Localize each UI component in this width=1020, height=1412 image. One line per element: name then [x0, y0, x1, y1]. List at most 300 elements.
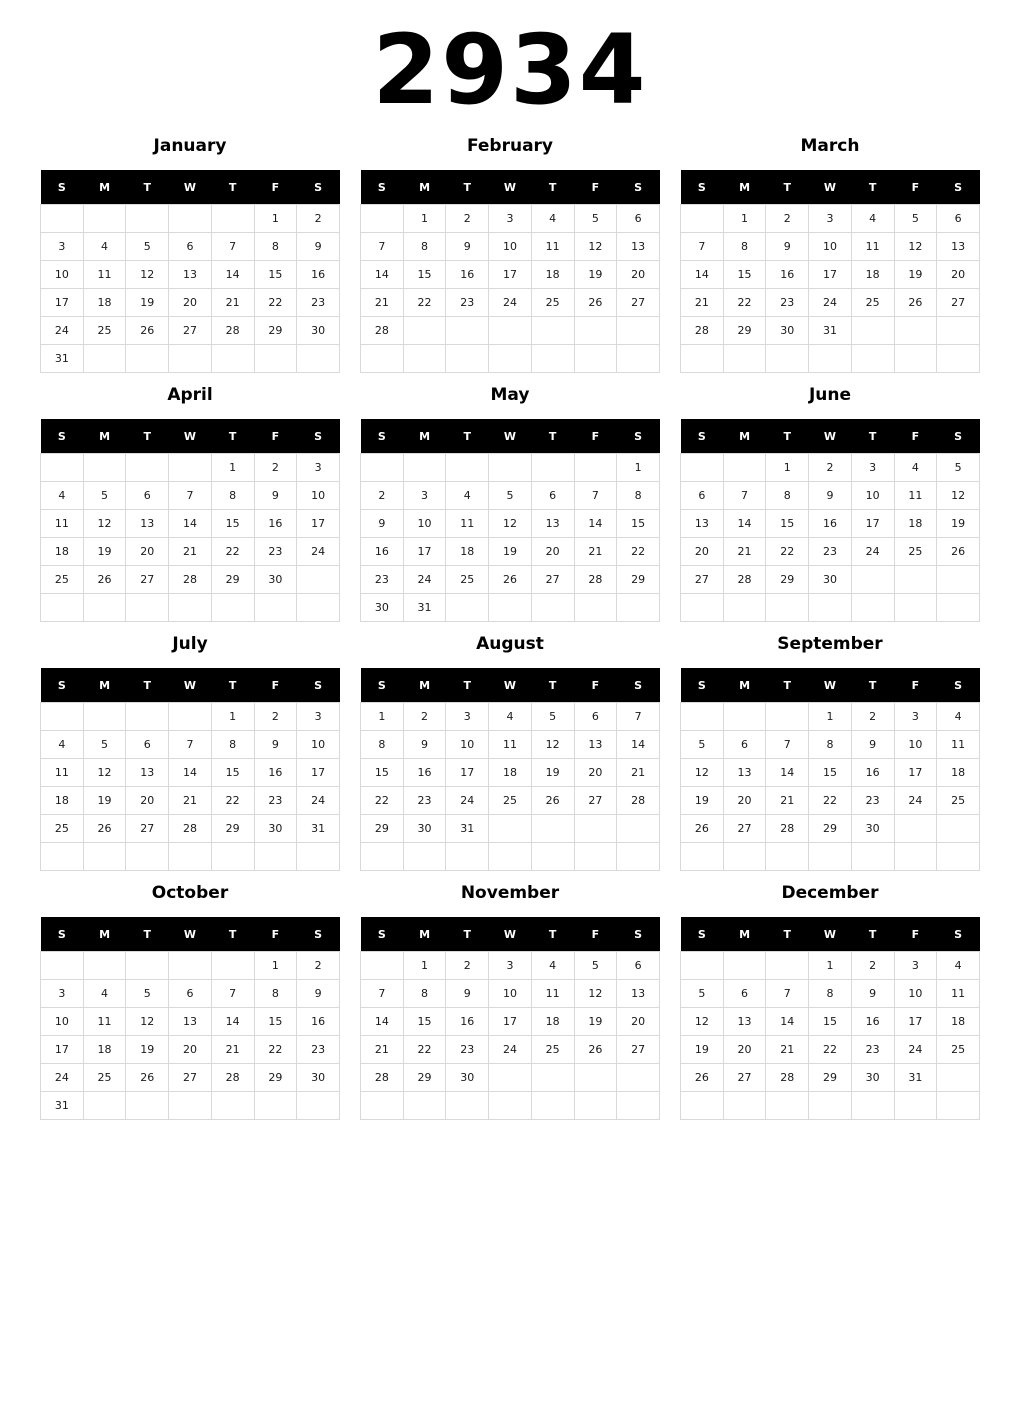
day-cell[interactable]: 5: [574, 952, 617, 980]
day-cell[interactable]: 6: [681, 482, 724, 510]
day-cell[interactable]: 28: [766, 815, 809, 843]
day-cell[interactable]: 9: [297, 233, 340, 261]
day-cell[interactable]: 24: [894, 1036, 937, 1064]
day-cell[interactable]: 22: [809, 787, 852, 815]
day-cell[interactable]: 11: [489, 731, 532, 759]
day-cell[interactable]: 16: [446, 261, 489, 289]
day-cell[interactable]: 29: [211, 815, 254, 843]
day-cell[interactable]: 27: [574, 787, 617, 815]
day-cell[interactable]: 26: [83, 566, 126, 594]
day-cell[interactable]: 7: [169, 731, 212, 759]
day-cell[interactable]: 27: [723, 815, 766, 843]
day-cell[interactable]: 12: [126, 1008, 169, 1036]
day-cell[interactable]: 28: [617, 787, 660, 815]
day-cell[interactable]: 10: [41, 1008, 84, 1036]
day-cell[interactable]: 8: [211, 731, 254, 759]
day-cell[interactable]: 21: [617, 759, 660, 787]
day-cell[interactable]: 8: [723, 233, 766, 261]
day-cell[interactable]: 21: [723, 538, 766, 566]
day-cell[interactable]: 4: [83, 233, 126, 261]
day-cell[interactable]: 16: [809, 510, 852, 538]
day-cell[interactable]: 3: [894, 952, 937, 980]
day-cell[interactable]: 11: [531, 233, 574, 261]
day-cell[interactable]: 15: [617, 510, 660, 538]
day-cell[interactable]: 20: [617, 261, 660, 289]
day-cell[interactable]: 29: [809, 815, 852, 843]
day-cell[interactable]: 13: [937, 233, 980, 261]
day-cell[interactable]: 3: [851, 454, 894, 482]
day-cell[interactable]: 21: [681, 289, 724, 317]
day-cell[interactable]: 19: [681, 787, 724, 815]
day-cell[interactable]: 14: [617, 731, 660, 759]
day-cell[interactable]: 2: [446, 952, 489, 980]
day-cell[interactable]: 17: [41, 1036, 84, 1064]
day-cell[interactable]: 12: [681, 759, 724, 787]
day-cell[interactable]: 3: [297, 703, 340, 731]
day-cell[interactable]: 7: [574, 482, 617, 510]
day-cell[interactable]: 14: [169, 510, 212, 538]
day-cell[interactable]: 2: [809, 454, 852, 482]
day-cell[interactable]: 21: [574, 538, 617, 566]
day-cell[interactable]: 20: [617, 1008, 660, 1036]
day-cell[interactable]: 14: [211, 261, 254, 289]
day-cell[interactable]: 2: [297, 205, 340, 233]
day-cell[interactable]: 28: [169, 566, 212, 594]
day-cell[interactable]: 31: [894, 1064, 937, 1092]
day-cell[interactable]: 2: [766, 205, 809, 233]
day-cell[interactable]: 29: [766, 566, 809, 594]
day-cell[interactable]: 9: [297, 980, 340, 1008]
day-cell[interactable]: 3: [809, 205, 852, 233]
day-cell[interactable]: 15: [403, 261, 446, 289]
day-cell[interactable]: 26: [681, 815, 724, 843]
day-cell[interactable]: 6: [531, 482, 574, 510]
day-cell[interactable]: 27: [169, 317, 212, 345]
day-cell[interactable]: 19: [681, 1036, 724, 1064]
day-cell[interactable]: 14: [766, 759, 809, 787]
day-cell[interactable]: 17: [403, 538, 446, 566]
day-cell[interactable]: 25: [83, 1064, 126, 1092]
day-cell[interactable]: 6: [937, 205, 980, 233]
day-cell[interactable]: 27: [169, 1064, 212, 1092]
day-cell[interactable]: 29: [361, 815, 404, 843]
day-cell[interactable]: 23: [403, 787, 446, 815]
day-cell[interactable]: 10: [809, 233, 852, 261]
day-cell[interactable]: 26: [574, 289, 617, 317]
day-cell[interactable]: 14: [361, 1008, 404, 1036]
day-cell[interactable]: 19: [894, 261, 937, 289]
day-cell[interactable]: 21: [169, 787, 212, 815]
day-cell[interactable]: 30: [254, 566, 297, 594]
day-cell[interactable]: 9: [254, 731, 297, 759]
day-cell[interactable]: 24: [489, 289, 532, 317]
day-cell[interactable]: 8: [766, 482, 809, 510]
day-cell[interactable]: 11: [41, 510, 84, 538]
day-cell[interactable]: 1: [211, 703, 254, 731]
day-cell[interactable]: 27: [937, 289, 980, 317]
day-cell[interactable]: 21: [169, 538, 212, 566]
day-cell[interactable]: 19: [126, 289, 169, 317]
day-cell[interactable]: 18: [894, 510, 937, 538]
day-cell[interactable]: 23: [446, 289, 489, 317]
day-cell[interactable]: 26: [126, 317, 169, 345]
day-cell[interactable]: 4: [489, 703, 532, 731]
day-cell[interactable]: 1: [403, 205, 446, 233]
day-cell[interactable]: 10: [403, 510, 446, 538]
day-cell[interactable]: 17: [41, 289, 84, 317]
day-cell[interactable]: 4: [83, 980, 126, 1008]
day-cell[interactable]: 27: [617, 1036, 660, 1064]
day-cell[interactable]: 18: [531, 261, 574, 289]
day-cell[interactable]: 1: [723, 205, 766, 233]
day-cell[interactable]: 30: [446, 1064, 489, 1092]
day-cell[interactable]: 28: [766, 1064, 809, 1092]
day-cell[interactable]: 4: [41, 731, 84, 759]
day-cell[interactable]: 27: [723, 1064, 766, 1092]
day-cell[interactable]: 23: [766, 289, 809, 317]
day-cell[interactable]: 11: [937, 980, 980, 1008]
day-cell[interactable]: 8: [254, 980, 297, 1008]
day-cell[interactable]: 6: [169, 233, 212, 261]
day-cell[interactable]: 3: [489, 205, 532, 233]
day-cell[interactable]: 27: [126, 815, 169, 843]
day-cell[interactable]: 28: [723, 566, 766, 594]
day-cell[interactable]: 19: [574, 261, 617, 289]
day-cell[interactable]: 8: [403, 233, 446, 261]
day-cell[interactable]: 16: [851, 759, 894, 787]
day-cell[interactable]: 17: [894, 1008, 937, 1036]
day-cell[interactable]: 20: [723, 1036, 766, 1064]
day-cell[interactable]: 9: [446, 980, 489, 1008]
day-cell[interactable]: 8: [403, 980, 446, 1008]
day-cell[interactable]: 19: [83, 787, 126, 815]
day-cell[interactable]: 26: [83, 815, 126, 843]
day-cell[interactable]: 26: [681, 1064, 724, 1092]
day-cell[interactable]: 2: [254, 454, 297, 482]
day-cell[interactable]: 29: [403, 1064, 446, 1092]
day-cell[interactable]: 6: [617, 205, 660, 233]
day-cell[interactable]: 25: [489, 787, 532, 815]
day-cell[interactable]: 10: [41, 261, 84, 289]
day-cell[interactable]: 12: [894, 233, 937, 261]
day-cell[interactable]: 26: [126, 1064, 169, 1092]
day-cell[interactable]: 11: [446, 510, 489, 538]
day-cell[interactable]: 24: [851, 538, 894, 566]
day-cell[interactable]: 19: [126, 1036, 169, 1064]
day-cell[interactable]: 15: [254, 1008, 297, 1036]
day-cell[interactable]: 23: [361, 566, 404, 594]
day-cell[interactable]: 13: [169, 261, 212, 289]
day-cell[interactable]: 11: [83, 261, 126, 289]
day-cell[interactable]: 30: [254, 815, 297, 843]
day-cell[interactable]: 24: [403, 566, 446, 594]
day-cell[interactable]: 19: [83, 538, 126, 566]
day-cell[interactable]: 16: [361, 538, 404, 566]
day-cell[interactable]: 13: [169, 1008, 212, 1036]
day-cell[interactable]: 25: [937, 1036, 980, 1064]
day-cell[interactable]: 4: [937, 703, 980, 731]
day-cell[interactable]: 30: [851, 815, 894, 843]
day-cell[interactable]: 29: [254, 317, 297, 345]
day-cell[interactable]: 13: [617, 980, 660, 1008]
day-cell[interactable]: 17: [297, 510, 340, 538]
day-cell[interactable]: 25: [41, 566, 84, 594]
day-cell[interactable]: 26: [489, 566, 532, 594]
day-cell[interactable]: 16: [446, 1008, 489, 1036]
day-cell[interactable]: 18: [83, 289, 126, 317]
day-cell[interactable]: 6: [126, 482, 169, 510]
day-cell[interactable]: 22: [809, 1036, 852, 1064]
day-cell[interactable]: 22: [723, 289, 766, 317]
day-cell[interactable]: 18: [937, 1008, 980, 1036]
day-cell[interactable]: 25: [894, 538, 937, 566]
day-cell[interactable]: 27: [617, 289, 660, 317]
day-cell[interactable]: 31: [41, 1092, 84, 1120]
day-cell[interactable]: 21: [211, 1036, 254, 1064]
day-cell[interactable]: 1: [809, 952, 852, 980]
day-cell[interactable]: 18: [937, 759, 980, 787]
day-cell[interactable]: 29: [254, 1064, 297, 1092]
day-cell[interactable]: 25: [41, 815, 84, 843]
day-cell[interactable]: 15: [211, 510, 254, 538]
day-cell[interactable]: 6: [574, 703, 617, 731]
day-cell[interactable]: 24: [894, 787, 937, 815]
day-cell[interactable]: 7: [211, 233, 254, 261]
day-cell[interactable]: 9: [361, 510, 404, 538]
day-cell[interactable]: 7: [617, 703, 660, 731]
day-cell[interactable]: 12: [83, 759, 126, 787]
day-cell[interactable]: 20: [531, 538, 574, 566]
day-cell[interactable]: 12: [574, 233, 617, 261]
day-cell[interactable]: 4: [937, 952, 980, 980]
day-cell[interactable]: 5: [126, 980, 169, 1008]
day-cell[interactable]: 25: [531, 1036, 574, 1064]
day-cell[interactable]: 28: [169, 815, 212, 843]
day-cell[interactable]: 21: [361, 289, 404, 317]
day-cell[interactable]: 5: [681, 980, 724, 1008]
day-cell[interactable]: 24: [41, 317, 84, 345]
day-cell[interactable]: 31: [403, 594, 446, 622]
day-cell[interactable]: 16: [851, 1008, 894, 1036]
day-cell[interactable]: 23: [851, 787, 894, 815]
day-cell[interactable]: 9: [254, 482, 297, 510]
day-cell[interactable]: 1: [254, 952, 297, 980]
day-cell[interactable]: 5: [489, 482, 532, 510]
day-cell[interactable]: 9: [446, 233, 489, 261]
day-cell[interactable]: 1: [617, 454, 660, 482]
day-cell[interactable]: 16: [297, 1008, 340, 1036]
day-cell[interactable]: 7: [361, 233, 404, 261]
day-cell[interactable]: 22: [617, 538, 660, 566]
day-cell[interactable]: 27: [531, 566, 574, 594]
day-cell[interactable]: 5: [937, 454, 980, 482]
day-cell[interactable]: 25: [851, 289, 894, 317]
day-cell[interactable]: 8: [361, 731, 404, 759]
day-cell[interactable]: 31: [297, 815, 340, 843]
day-cell[interactable]: 6: [126, 731, 169, 759]
day-cell[interactable]: 7: [766, 980, 809, 1008]
day-cell[interactable]: 30: [297, 317, 340, 345]
day-cell[interactable]: 3: [41, 233, 84, 261]
day-cell[interactable]: 2: [403, 703, 446, 731]
day-cell[interactable]: 16: [254, 510, 297, 538]
day-cell[interactable]: 29: [723, 317, 766, 345]
day-cell[interactable]: 7: [211, 980, 254, 1008]
day-cell[interactable]: 21: [211, 289, 254, 317]
day-cell[interactable]: 17: [297, 759, 340, 787]
day-cell[interactable]: 23: [297, 1036, 340, 1064]
day-cell[interactable]: 24: [809, 289, 852, 317]
day-cell[interactable]: 30: [361, 594, 404, 622]
day-cell[interactable]: 1: [211, 454, 254, 482]
day-cell[interactable]: 9: [851, 731, 894, 759]
day-cell[interactable]: 12: [83, 510, 126, 538]
day-cell[interactable]: 12: [574, 980, 617, 1008]
day-cell[interactable]: 19: [937, 510, 980, 538]
day-cell[interactable]: 30: [403, 815, 446, 843]
day-cell[interactable]: 28: [361, 1064, 404, 1092]
day-cell[interactable]: 21: [766, 787, 809, 815]
day-cell[interactable]: 11: [894, 482, 937, 510]
day-cell[interactable]: 15: [211, 759, 254, 787]
day-cell[interactable]: 17: [894, 759, 937, 787]
day-cell[interactable]: 10: [297, 482, 340, 510]
day-cell[interactable]: 17: [851, 510, 894, 538]
day-cell[interactable]: 15: [766, 510, 809, 538]
day-cell[interactable]: 13: [574, 731, 617, 759]
day-cell[interactable]: 29: [211, 566, 254, 594]
day-cell[interactable]: 23: [254, 787, 297, 815]
day-cell[interactable]: 3: [41, 980, 84, 1008]
day-cell[interactable]: 8: [809, 980, 852, 1008]
day-cell[interactable]: 20: [681, 538, 724, 566]
day-cell[interactable]: 30: [766, 317, 809, 345]
day-cell[interactable]: 4: [531, 205, 574, 233]
day-cell[interactable]: 25: [531, 289, 574, 317]
day-cell[interactable]: 24: [446, 787, 489, 815]
day-cell[interactable]: 27: [126, 566, 169, 594]
day-cell[interactable]: 31: [41, 345, 84, 373]
day-cell[interactable]: 25: [937, 787, 980, 815]
day-cell[interactable]: 10: [446, 731, 489, 759]
day-cell[interactable]: 10: [851, 482, 894, 510]
day-cell[interactable]: 4: [894, 454, 937, 482]
day-cell[interactable]: 2: [446, 205, 489, 233]
day-cell[interactable]: 22: [403, 1036, 446, 1064]
day-cell[interactable]: 8: [211, 482, 254, 510]
day-cell[interactable]: 5: [83, 482, 126, 510]
day-cell[interactable]: 12: [681, 1008, 724, 1036]
day-cell[interactable]: 20: [169, 1036, 212, 1064]
day-cell[interactable]: 29: [809, 1064, 852, 1092]
day-cell[interactable]: 26: [937, 538, 980, 566]
day-cell[interactable]: 23: [297, 289, 340, 317]
day-cell[interactable]: 5: [126, 233, 169, 261]
day-cell[interactable]: 9: [403, 731, 446, 759]
day-cell[interactable]: 31: [809, 317, 852, 345]
day-cell[interactable]: 10: [489, 980, 532, 1008]
day-cell[interactable]: 2: [851, 952, 894, 980]
day-cell[interactable]: 22: [361, 787, 404, 815]
day-cell[interactable]: 10: [894, 731, 937, 759]
day-cell[interactable]: 11: [531, 980, 574, 1008]
day-cell[interactable]: 19: [531, 759, 574, 787]
day-cell[interactable]: 28: [574, 566, 617, 594]
day-cell[interactable]: 15: [809, 1008, 852, 1036]
day-cell[interactable]: 21: [361, 1036, 404, 1064]
day-cell[interactable]: 14: [723, 510, 766, 538]
day-cell[interactable]: 2: [361, 482, 404, 510]
day-cell[interactable]: 28: [681, 317, 724, 345]
day-cell[interactable]: 12: [531, 731, 574, 759]
day-cell[interactable]: 14: [361, 261, 404, 289]
day-cell[interactable]: 6: [723, 980, 766, 1008]
day-cell[interactable]: 5: [894, 205, 937, 233]
day-cell[interactable]: 10: [297, 731, 340, 759]
day-cell[interactable]: 11: [83, 1008, 126, 1036]
day-cell[interactable]: 20: [937, 261, 980, 289]
day-cell[interactable]: 20: [126, 538, 169, 566]
day-cell[interactable]: 18: [489, 759, 532, 787]
day-cell[interactable]: 20: [723, 787, 766, 815]
day-cell[interactable]: 8: [254, 233, 297, 261]
day-cell[interactable]: 14: [574, 510, 617, 538]
day-cell[interactable]: 25: [446, 566, 489, 594]
day-cell[interactable]: 8: [617, 482, 660, 510]
day-cell[interactable]: 22: [766, 538, 809, 566]
day-cell[interactable]: 19: [489, 538, 532, 566]
day-cell[interactable]: 5: [574, 205, 617, 233]
day-cell[interactable]: 13: [531, 510, 574, 538]
day-cell[interactable]: 3: [297, 454, 340, 482]
day-cell[interactable]: 21: [766, 1036, 809, 1064]
day-cell[interactable]: 17: [489, 261, 532, 289]
day-cell[interactable]: 1: [766, 454, 809, 482]
day-cell[interactable]: 5: [531, 703, 574, 731]
day-cell[interactable]: 11: [41, 759, 84, 787]
day-cell[interactable]: 30: [297, 1064, 340, 1092]
day-cell[interactable]: 13: [126, 759, 169, 787]
day-cell[interactable]: 13: [617, 233, 660, 261]
day-cell[interactable]: 26: [894, 289, 937, 317]
day-cell[interactable]: 22: [403, 289, 446, 317]
day-cell[interactable]: 7: [723, 482, 766, 510]
day-cell[interactable]: 13: [126, 510, 169, 538]
day-cell[interactable]: 4: [531, 952, 574, 980]
day-cell[interactable]: 6: [169, 980, 212, 1008]
day-cell[interactable]: 12: [126, 261, 169, 289]
day-cell[interactable]: 22: [254, 289, 297, 317]
day-cell[interactable]: 23: [851, 1036, 894, 1064]
day-cell[interactable]: 24: [297, 538, 340, 566]
day-cell[interactable]: 28: [361, 317, 404, 345]
day-cell[interactable]: 3: [894, 703, 937, 731]
day-cell[interactable]: 18: [446, 538, 489, 566]
day-cell[interactable]: 18: [41, 787, 84, 815]
day-cell[interactable]: 9: [809, 482, 852, 510]
day-cell[interactable]: 18: [41, 538, 84, 566]
day-cell[interactable]: 7: [169, 482, 212, 510]
day-cell[interactable]: 13: [723, 759, 766, 787]
day-cell[interactable]: 2: [297, 952, 340, 980]
day-cell[interactable]: 9: [766, 233, 809, 261]
day-cell[interactable]: 20: [169, 289, 212, 317]
day-cell[interactable]: 7: [766, 731, 809, 759]
day-cell[interactable]: 25: [83, 317, 126, 345]
day-cell[interactable]: 23: [254, 538, 297, 566]
day-cell[interactable]: 4: [41, 482, 84, 510]
day-cell[interactable]: 20: [126, 787, 169, 815]
